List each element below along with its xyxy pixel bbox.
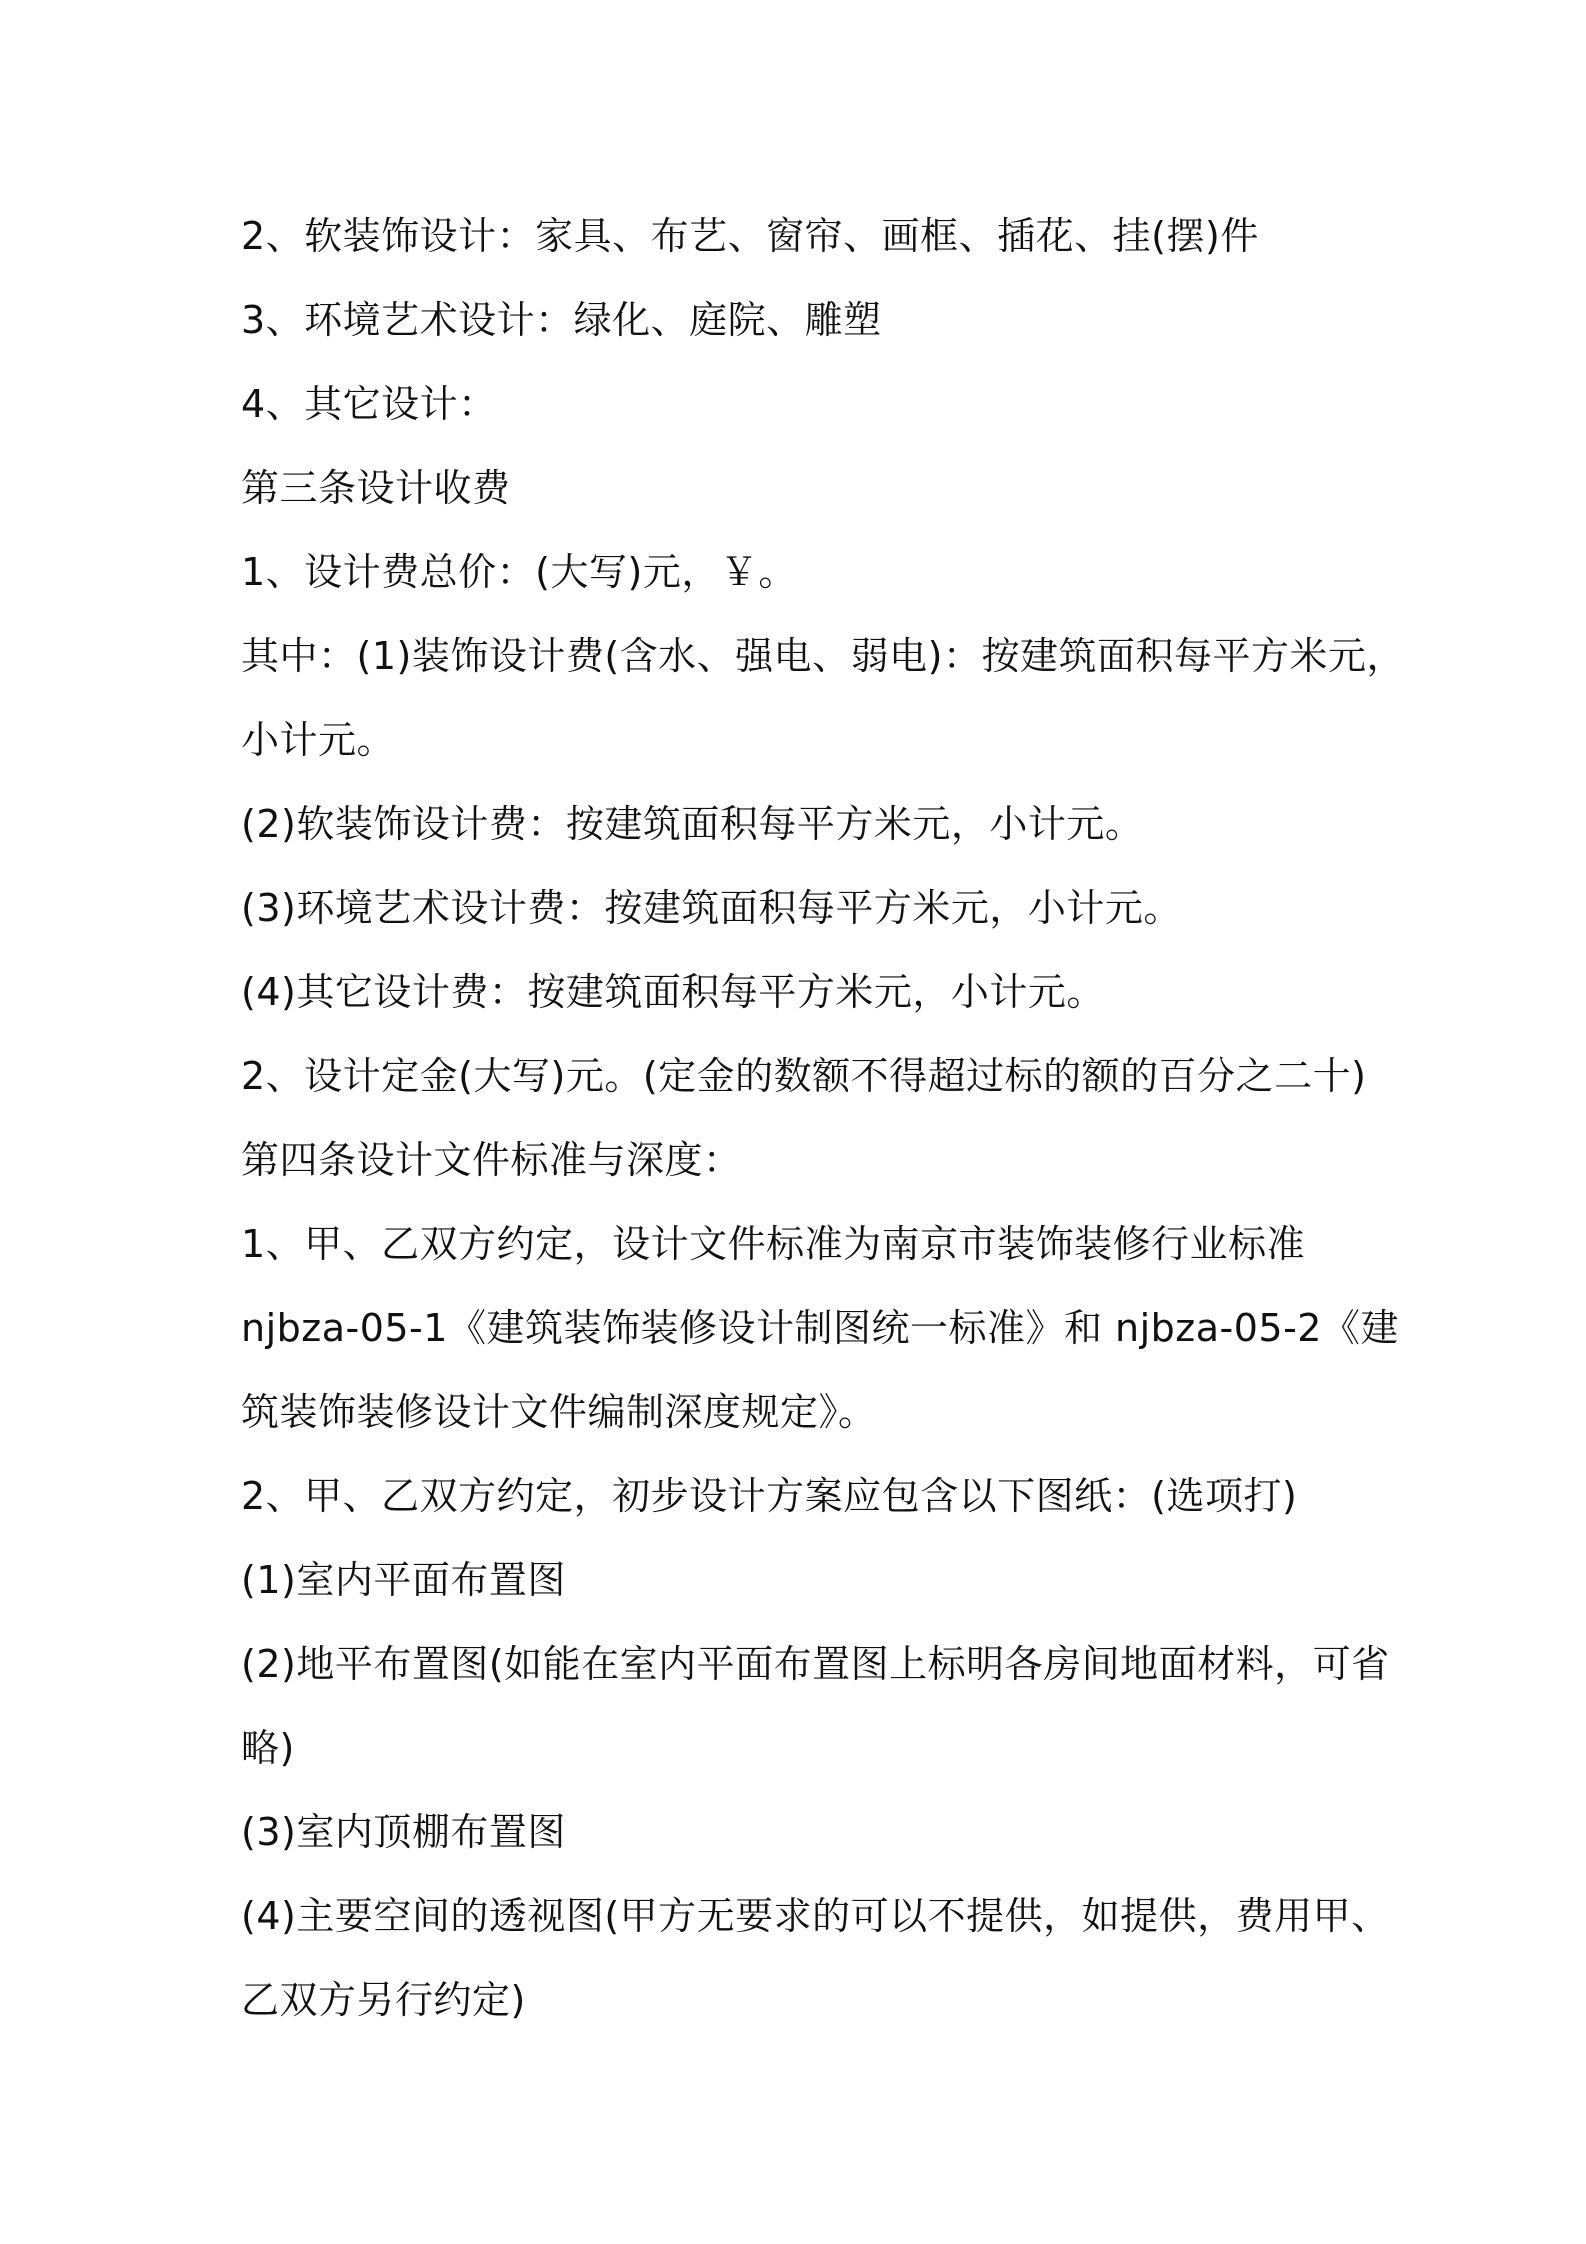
text-line: njbza-05-1《建筑装饰装修设计制图统一标准》和 njbza-05-2《建 [241,1306,1399,1350]
text-line: 3、环境艺术设计：绿化、庭院、雕塑 [241,298,882,342]
text-line: 1、甲、乙双方约定，设计文件标准为南京市装饰装修行业标准 [241,1222,1306,1266]
text-line: (4)主要空间的透视图(甲方无要求的可以不提供，如提供，费用甲、 [241,1894,1390,1938]
text-line: (3)环境艺术设计费：按建筑面积每平方米元，小计元。 [241,886,1182,930]
text-line: (2)地平布置图(如能在室内平面布置图上标明各房间地面材料，可省 [241,1642,1390,1686]
text-line: 乙双方另行约定) [241,1978,526,2022]
text-line: 其中：(1)装饰设计费(含水、强电、弱电)：按建筑面积每平方米元， [241,634,1405,678]
section-heading: 第四条设计文件标准与深度： [241,1138,742,1182]
text-line: 2、设计定金(大写)元。(定金的数额不得超过标的额的百分之二十) [241,1054,1367,1098]
text-line: 1、设计费总价：(大写)元，￥。 [241,550,797,594]
document-body [241,194,1405,2042]
text-line: 4、其它设计： [241,382,497,426]
text-line: 筑装饰装修设计文件编制深度规定》。 [241,1390,877,1434]
text-line: (3)室内顶棚布置图 [241,1810,566,1854]
text-line: 小计元。 [241,718,396,762]
section-heading: 第三条设计收费 [241,466,511,510]
text-line: (1)室内平面布置图 [241,1558,566,1602]
text-line: (2)软装饰设计费：按建筑面积每平方米元，小计元。 [241,802,1144,846]
text-line: 略) [241,1726,295,1770]
text-line: 2、软装饰设计：家具、布艺、窗帘、画框、插花、挂(摆)件 [241,214,1259,258]
text-line: 2、甲、乙双方约定，初步设计方案应包含以下图纸：(选项打) [241,1474,1298,1518]
text-line: (4)其它设计费：按建筑面积每平方米元，小计元。 [241,970,1105,1014]
